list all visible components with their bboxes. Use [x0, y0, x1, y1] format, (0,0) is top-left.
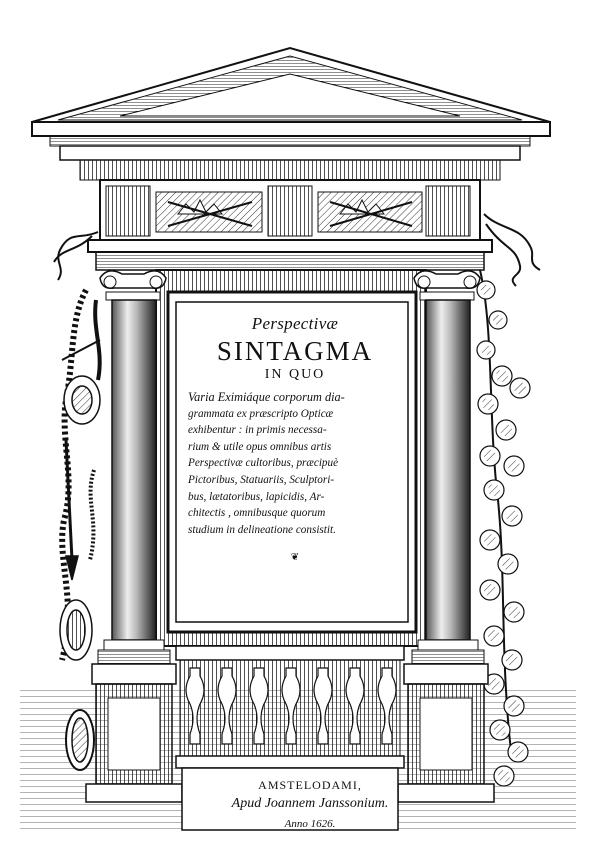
title-panel [184, 310, 406, 615]
architrave [88, 240, 492, 270]
body-line: Varia Eximiáque corporum dia- [188, 390, 345, 404]
body-line: grammata ex præscripto Opticæ [188, 407, 334, 420]
pediment [32, 48, 550, 180]
body-line: Pictoribus, Statuariis, Sculptori- [188, 473, 335, 486]
body-line: chitectis , omnibusque quorum [188, 507, 326, 520]
title-line-perspectivae: Perspectivæ [251, 314, 339, 333]
body-line: studium in delineatione consistit. [188, 523, 336, 536]
body-line: exhibentur : in primis necessa- [188, 424, 327, 437]
frieze [100, 180, 480, 240]
balustrade [176, 646, 404, 768]
imprint-year: Anno 1626. [284, 818, 336, 830]
title-body [188, 389, 402, 538]
title-line-in-quo: IN QUO [264, 367, 326, 382]
body-line: Perspectivæ cultoribus, præcipuè [188, 457, 339, 470]
title-line-sintagma: SINTAGMA [216, 336, 374, 366]
body-line: rium & utile opus omnibus artis [188, 440, 332, 453]
fleuron-icon: ❦ [290, 552, 300, 564]
imprint-publisher: Apud Joannem Janssonium. [231, 796, 389, 811]
body-line: bus, lætatoribus, lapicidis, Ar- [188, 490, 325, 503]
imprint-place: AMSTELODAMI, [258, 778, 362, 792]
